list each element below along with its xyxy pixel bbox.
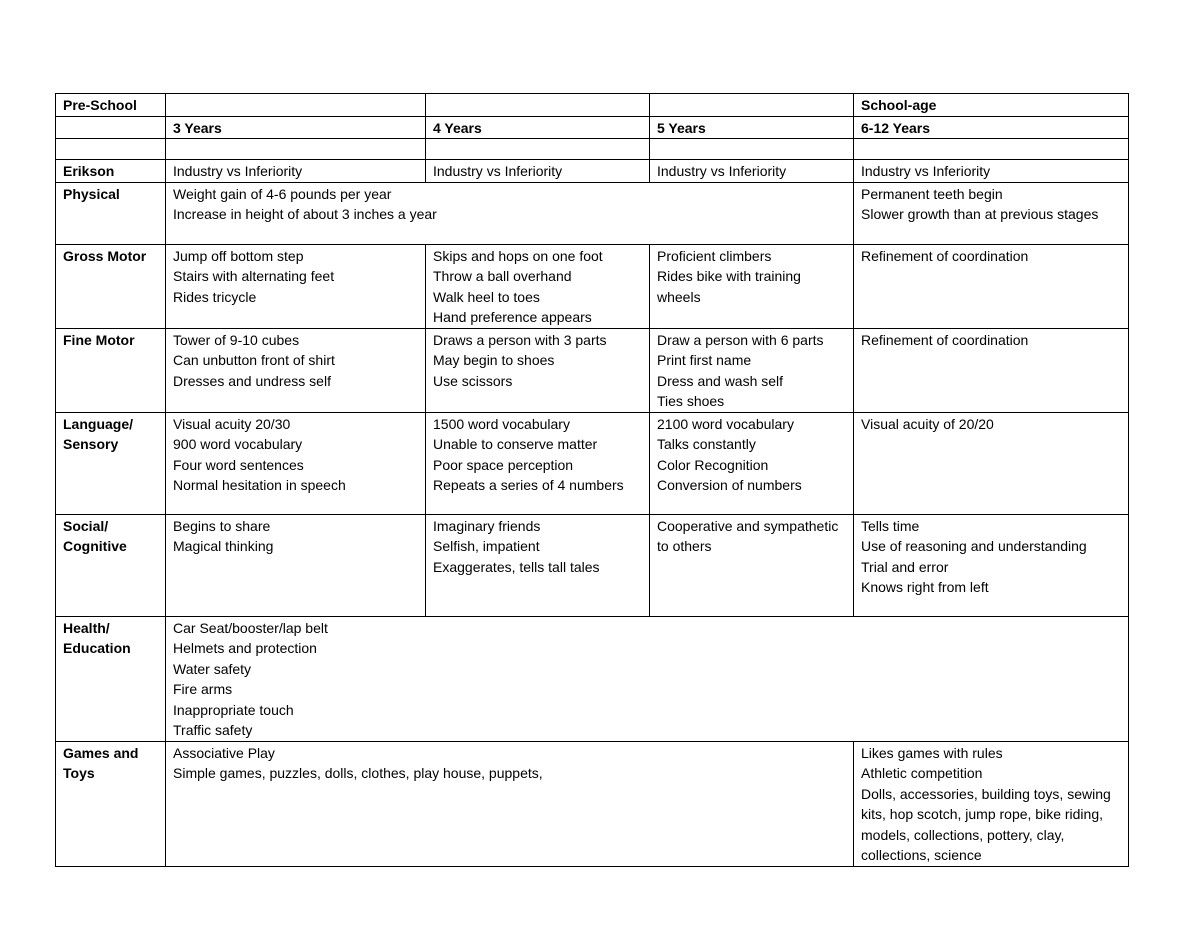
cell-line: Skips and hops on one foot xyxy=(433,247,603,264)
cell-line: Color Recognition xyxy=(657,456,769,473)
cell-line: Use of reasoning and understanding xyxy=(861,538,1087,554)
cell-line: Tells time xyxy=(861,517,920,534)
cell-line: Use scissors xyxy=(433,372,513,389)
row-label: Physical xyxy=(56,182,166,244)
cell-line: Draws a person with 3 parts xyxy=(433,331,607,348)
cell-line: Ties shoes xyxy=(657,393,725,409)
cell-line: Slower growth than at previous stages xyxy=(861,206,1099,222)
row-label-line: Cognitive xyxy=(63,538,127,554)
cell-line: Tower of 9-10 cubes xyxy=(173,331,300,348)
row-label: Fine Motor xyxy=(56,328,166,412)
age-header-5: 5 Years xyxy=(650,116,854,139)
row-label xyxy=(56,514,166,616)
cell-line: Fire arms xyxy=(173,681,233,697)
cell-line: Weight gain of 4-6 pounds per year xyxy=(173,185,392,202)
row-social-cognitive xyxy=(56,514,1129,616)
cell-line: Simple games, puzzles, dolls, clothes, play house, puppets, xyxy=(173,765,543,781)
cell-line: 1500 word vocabulary xyxy=(433,415,570,432)
cell xyxy=(166,412,426,514)
cell-line: Normal hesitation in speech xyxy=(173,477,346,493)
row-gross-motor xyxy=(56,244,1129,328)
cell-line: Visual acuity 20/30 xyxy=(173,415,291,432)
cell-line: Permanent teeth begin xyxy=(861,185,1003,202)
cell-line: Traffic safety xyxy=(173,722,253,738)
cell-line: Magical thinking xyxy=(173,538,274,554)
cell-line: May begin to shoes xyxy=(433,352,555,368)
row-erikson xyxy=(56,160,1129,183)
cell-line: Athletic competition xyxy=(861,765,983,781)
cell-health-items xyxy=(166,616,1129,741)
cell xyxy=(166,514,426,616)
cell xyxy=(650,328,854,412)
cell xyxy=(426,244,650,328)
cell xyxy=(166,244,426,328)
cell-line: Visual acuity of 20/20 xyxy=(861,415,994,432)
header-row-ages xyxy=(56,116,1129,139)
cell-line: Helmets and protection xyxy=(173,640,317,656)
cell-line: Repeats a series of 4 numbers xyxy=(433,477,624,493)
row-label xyxy=(56,741,166,866)
cell-line: Poor space perception xyxy=(433,456,574,473)
cell-line: Print first name xyxy=(657,352,752,368)
cell xyxy=(854,412,1129,514)
cell-line: Knows right from left xyxy=(861,579,989,595)
cell-line: Unable to conserve matter xyxy=(433,436,598,452)
header-row-stage xyxy=(56,94,1129,117)
cell-line: Jump off bottom step xyxy=(173,247,304,264)
cell-line: Talks constantly xyxy=(657,436,756,452)
cell-line: Dress and wash self xyxy=(657,372,784,389)
cell-line: Stairs with alternating feet xyxy=(173,268,335,284)
cell-line: Rides tricycle xyxy=(173,288,257,305)
cell-line: Refinement of coordination xyxy=(861,247,1029,264)
cell-line: Draw a person with 6 parts xyxy=(657,331,824,348)
cell-schoolage xyxy=(854,741,1129,866)
cell-preschool xyxy=(166,182,854,244)
cell-schoolage xyxy=(854,182,1129,244)
cell-preschool xyxy=(166,741,854,866)
cell: Industry vs Inferiority xyxy=(426,160,650,183)
row-label xyxy=(56,412,166,514)
cell-line: Four word sentences xyxy=(173,456,304,473)
cell xyxy=(650,514,854,616)
cell-line: Car Seat/booster/lap belt xyxy=(173,619,328,636)
cell xyxy=(426,514,650,616)
row-label: Erikson xyxy=(56,160,166,183)
row-label-line: Health/ xyxy=(63,619,110,636)
cell xyxy=(650,244,854,328)
cell-line: Associative Play xyxy=(173,744,275,761)
cell xyxy=(650,412,854,514)
cell-line: Hand preference appears xyxy=(433,309,592,325)
row-games-toys xyxy=(56,741,1129,866)
row-label: Gross Motor xyxy=(56,244,166,328)
cell-line: Inappropriate touch xyxy=(173,701,294,718)
cell xyxy=(426,412,650,514)
cell-line: Conversion of numbers xyxy=(657,477,802,493)
cell-line: Begins to share xyxy=(173,517,271,534)
row-label xyxy=(56,616,166,741)
row-label-line: Social/ xyxy=(63,517,109,534)
row-label-line: Sensory xyxy=(63,436,119,452)
cell-line: Imaginary friends xyxy=(433,517,541,534)
row-label-line: Toys xyxy=(63,765,95,781)
cell: Industry vs Inferiority xyxy=(650,160,854,183)
cell-line: Throw a ball overhand xyxy=(433,268,572,284)
row-label-line: Education xyxy=(63,640,131,656)
cell xyxy=(854,328,1129,412)
spacer-row xyxy=(56,139,1129,160)
cell xyxy=(854,514,1129,616)
age-header-3: 3 Years xyxy=(166,116,426,139)
cell-line: Water safety xyxy=(173,660,252,677)
development-table xyxy=(55,93,1129,867)
cell-line: Refinement of coordination xyxy=(861,331,1029,348)
cell xyxy=(854,244,1129,328)
row-fine-motor xyxy=(56,328,1129,412)
cell-line: Exaggerates, tells tall tales xyxy=(433,558,600,575)
cell: Industry vs Inferiority xyxy=(854,160,1129,183)
row-health-education xyxy=(56,616,1129,741)
cell-line: Trial and error xyxy=(861,558,949,575)
cell xyxy=(426,328,650,412)
row-label-line: Games and xyxy=(63,744,139,761)
row-language-sensory xyxy=(56,412,1129,514)
cell-line: Dolls, accessories, building toys, sewing kits, hop scotch, jump rope, bike riding, models, collections, pottery, clay, collections, science xyxy=(861,785,1111,863)
cell-line: Selfish, impatient xyxy=(433,538,540,554)
cell-line: Likes games with rules xyxy=(861,744,1003,761)
cell xyxy=(166,328,426,412)
cell-line: Rides bike with training wheels xyxy=(657,268,801,305)
cell-line: Walk heel to toes xyxy=(433,288,540,305)
schoolage-header: School-age xyxy=(854,94,1129,117)
age-header-6-12: 6-12 Years xyxy=(854,116,1129,139)
cell-line: Dresses and undress self xyxy=(173,372,331,389)
age-header-4: 4 Years xyxy=(426,116,650,139)
preschool-header: Pre-School xyxy=(56,94,166,117)
row-label-line: Language/ xyxy=(63,415,134,432)
cell-line: Increase in height of about 3 inches a year xyxy=(173,206,437,222)
cell-line: 900 word vocabulary xyxy=(173,436,303,452)
row-physical xyxy=(56,182,1129,244)
cell-line: Proficient climbers xyxy=(657,247,772,264)
cell-line: Can unbutton front of shirt xyxy=(173,352,335,368)
cell-line: Cooperative and sympathetic to others xyxy=(657,517,839,554)
cell-line: 2100 word vocabulary xyxy=(657,415,794,432)
cell: Industry vs Inferiority xyxy=(166,160,426,183)
